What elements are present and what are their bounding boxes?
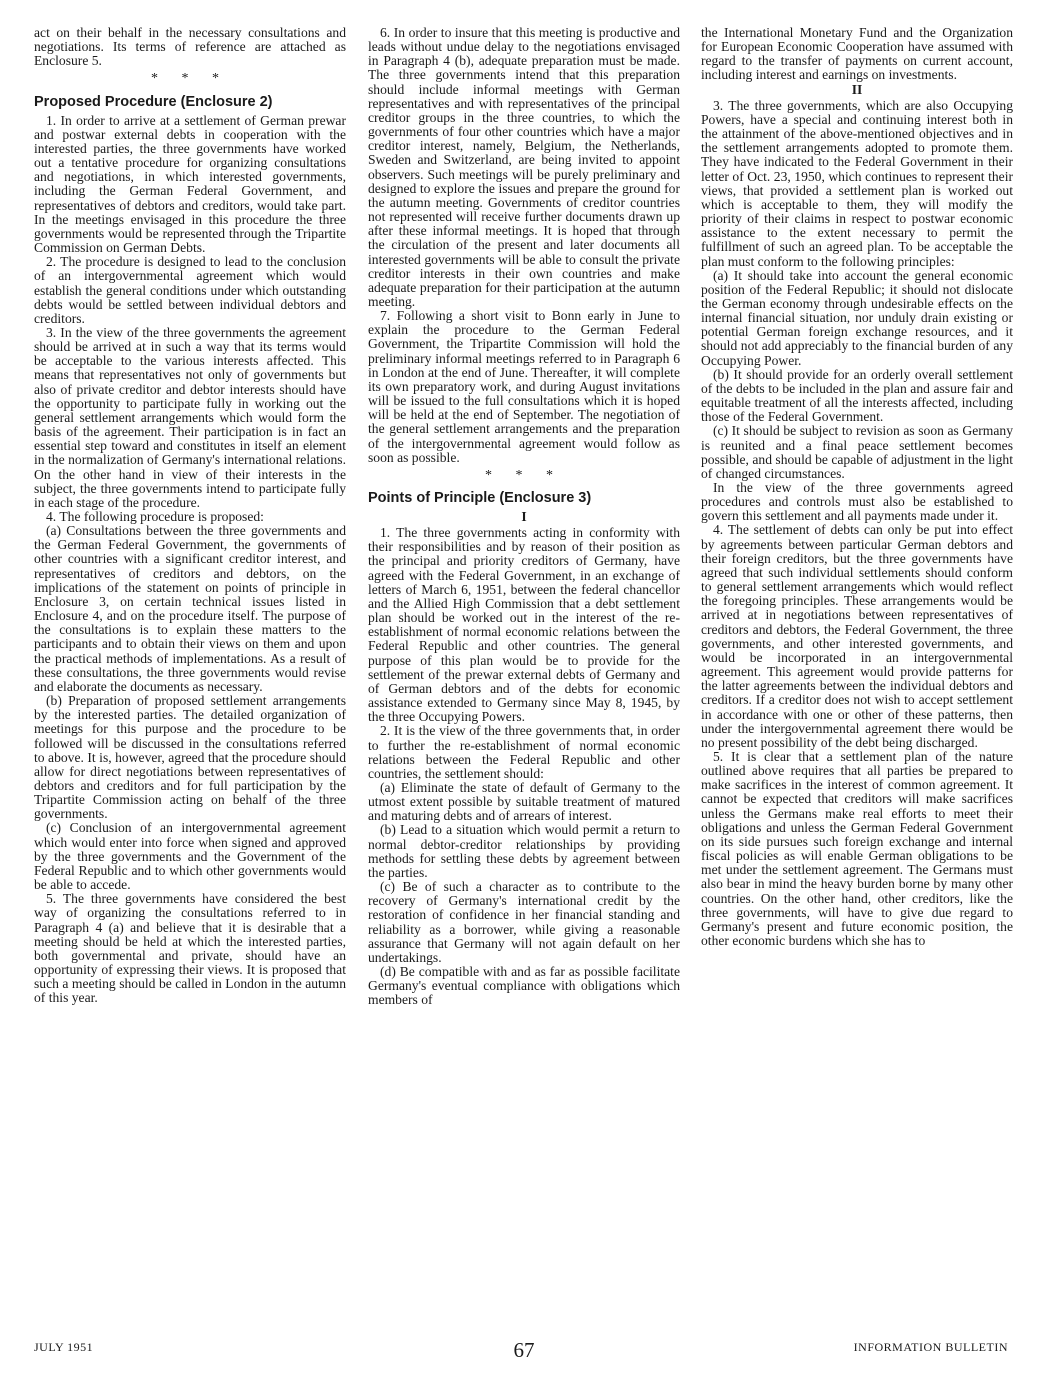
- paragraph: 3. The three governments, which are also Occupying Powers, have a special and continuing interest both in the attainment of the above-mentioned objectives and in the settlement arrangements adopted to promote them. They have indicated to the Federal Government in their letter of Oct. 23, 1950, which continues to represent their views, that provided a settlement plan is worked out which is acceptable to them, they will modify the priority of their claims in respect to postwar economic assistance to the extent necessary to permit the fulfillment of such an agreed plan. To be acceptable the plan must conform to the following principles:: [701, 97, 1013, 269]
- paragraph: (c) Be of such a character as to contribute to the recovery of Germany's international credit by the restoration of confidence in her financial standing and reliability as a borrower, while giving a reasonable assurance that Germany will not again default on her undertakings.: [368, 879, 680, 965]
- paragraph: 2. It is the view of the three governments that, in order to further the re-establishment of normal economic relations between the Federal Republic and other countries, the settlement should:: [368, 723, 680, 781]
- paragraph: 5. It is clear that a settlement plan of the nature outlined above requires that all parties be prepared to make sacrifices in the interest of common agreement. It cannot be expected that creditors will make sacrifices unless the Germans make real efforts to meet their obligations and unless the German Federal Government on its side pursues such foreign exchange and internal fiscal policies as will enable German obligations to be met under the settlement agreement. The Germans must also bear in mind the heavy burden borne by many other countries. On the other hand, other creditors, like the three governments, will have to give due regard to Germany's present and future economic position, the other economic burdens which she has to: [701, 748, 1013, 948]
- paragraph: (b) Lead to a situation which would permit a return to normal debtor-creditor relationships by providing methods for settling these debts by agreement between the parties.: [368, 822, 680, 880]
- paragraph: 2. The procedure is designed to lead to the conclusion of an intergovernmental agreement which would establish the general conditions under which outstanding debts would be settled between individual debtors and creditors.: [34, 254, 346, 326]
- paragraph: (a) Consultations between the three governments and the German Federal Government, the governments of other countries with a significant creditor interest, and representatives of creditors and debtors, on the implications of the statement on points of principle in Enclosure 3, on certain technical issues listed in Enclosure 4, and on the procedure itself. The purpose of the consultations is to explain these matters to the participants and to obtain their views on them and upon the practical methods of implementations. As a result of these consultations, the three governments would revise and elaborate the documents as necessary.: [34, 523, 346, 694]
- paragraph: In the view of the three governments agreed procedures and controls must also be established to govern this settlement and all payments made under it.: [701, 480, 1013, 524]
- paragraph: (b) It should provide for an orderly overall settlement of the debts to be included in the plan and assure fair and equitable treatment of all the interests affected, including those of the Federal Government.: [701, 366, 1013, 425]
- roman-numeral-heading: I: [521, 509, 527, 524]
- column-3: [701, 26, 1013, 948]
- paragraph: 7. Following a short visit to Bonn early in June to explain the procedure to the German Federal Government, the Tripartite Commission will hold the preliminary informal meetings referred to in Paragraph 6 in London at the end of June. Thereafter, it will complete its own preparatory work, and during August invitations will be issued to the full consultations which it is hoped will be held at the end of September. The negotiation of the general settlement arrangements and the preparation of the intergovernmental agreement would follow as soon as possible.: [368, 308, 680, 465]
- paragraph: 1. In order to arrive at a settlement of German prewar and postwar external debts in cooperation with the interested parties, the three governments have worked out a tentative procedure for organizing consultations and negotiations, in which interested governments, including the German Federal Government, and representatives of debtors and creditors, would take part. In the meetings envisaged in this procedure the three governments would be represented through the Tripartite Commission on German Debts.: [34, 112, 346, 256]
- column-1: [34, 26, 346, 1005]
- paragraph: 1. The three governments acting in conformity with their responsibilities and by reason of their position as the principal and priority creditors of Germany, have agreed with the Federal Government, in an exchange of letters of March 6, 1951, between the federal chancellor and the Allied High Commission that a debt settlement plan should be worked out in the interest of the re-establishment of normal economic relations between the Federal Republic and other countries. The general purpose of this plan would be to provide for the settlement of the prewar external debts of Germany and of German debtors and of the debts for economic assistance extended to Germany since May 8, 1945, by the three Occupying Powers.: [368, 525, 680, 725]
- paragraph: 4. The following procedure is proposed:: [46, 509, 264, 524]
- paragraph: 6. In order to insure that this meeting is productive and leads without undue delay to the negotiations envisaged in Paragraph 4 (b), adequate preparation must be made. The three governments intend that this preparation should include informal meetings with German representatives and with representatives of the principal creditor groups in the three countries, to which the governments of four other countries which have a major creditor interest, namely, Belgium, the Netherlands, Sweden and Switzerland, are being invited to appoint observers. Such meetings will be purely preliminary and designed to explore the issues and prepare the ground for the autumn meeting. Governments of creditor countries not represented will receive further documents drawn up after these informal meetings. It is hoped that through the circulation of the present and later documents all interested governments will be able to consult the private creditor interests in their own countries and make adequate preparation for their participation at the autumn meeting.: [368, 25, 680, 309]
- paragraph: (a) It should take into account the general economic position of the Federal Republic; it should not dislocate the German economy through undesirable effects on the internal financial situation, nor unduly drain existing or potential German foreign exchange resources, and it should not add appreciably to the financial burden of any Occupying Power.: [701, 267, 1013, 368]
- paragraph: 4. The settlement of debts can only be put into effect by agreements between particular German debtors and their foreign creditors, but the three governments have agreed that such individual settlements should conform to general settlement arrangements which would reflect the foregoing principles. These arrangements would be arrived at in negotiations between representatives of creditors and debtors, the Federal Government, the three governments, and other interested governments, and would be incorporated in an intergovernmental agreement. This agreement would provide patterns for the latter agreements between the individual debtors and creditors. If a creditor does not wish to accept settlement in accordance with one or other of these patterns, then under the intergovernmental agreement there would be no present possibility of the debt being discharged.: [701, 522, 1013, 750]
- footer-date: JULY 1951: [34, 1340, 94, 1354]
- section-divider: * * *: [485, 467, 563, 483]
- paragraph: (c) Conclusion of an intergovernmental agreement which would enter into force when signed and approved by the three governments and the Government of the Federal Republic and to which other governments would be able to accede.: [34, 820, 346, 893]
- section-heading: Proposed Procedure (Enclosure 2): [34, 93, 273, 110]
- publication-title: INFORMATION BULLETIN: [853, 1340, 1008, 1354]
- paragraph: 5. The three governments have considered the best way of organizing the consultations referred to in Paragraph 4 (a) and believe that it is desirable that a meeting should be held at which the interested parties, both governmental and private, should have an opportunity of expressing their views. It is proposed that such a meeting should be called in London in the autumn of this year.: [34, 891, 346, 1006]
- paragraph: (a) Eliminate the state of default of Germany to the utmost extent possible by suitable treatment of matured and maturing debts and of arrears of interest.: [368, 779, 680, 824]
- roman-numeral-heading: II: [851, 81, 863, 97]
- paragraph: (c) It should be subject to revision as soon as Germany is reunited and a final peace settlement becomes possible, and should be capable of adjustment in the light of changed circumstances.: [701, 423, 1013, 481]
- section-divider: * * *: [151, 71, 229, 87]
- page-number: 67: [513, 1338, 535, 1362]
- section-heading: Points of Principle (Enclosure 3): [368, 490, 592, 506]
- column-2: [368, 26, 680, 1007]
- paragraph: 3. In the view of the three governments the agreement should be arrived at in such a way that its terms would be acceptable to the various interests affected. This means that representatives not only of governments but also of private creditor and debtor interests should have the opportunity to participate fully in working out the general settlement arrangements which would form the basis of the agreement. Their participation is in fact an essential step toward and constitutes in itself an element in the normalization of Germany's international relations. On the other hand in view of their interests in the subject, the three governments intend to participate fully in each stage of the procedure.: [34, 324, 346, 510]
- paragraph: (d) Be compatible with and as far as possible facilitate Germany's eventual compliance with obligations which members of: [368, 964, 680, 1008]
- paragraph: the International Monetary Fund and the Organization for European Economic Cooperation have assumed with regard to the transfer of payments on current account, including interest and earnings on investments.: [701, 25, 1013, 83]
- paragraph: act on their behalf in the necessary consultations and negotiations. Its terms of reference are attached as Enclosure 5.: [34, 25, 346, 69]
- paragraph: (b) Preparation of proposed settlement arrangements by the interested parties. The detailed organization of meetings for this purpose and the procedure to be followed will be discussed in the consultations referred to above. It is, however, agreed that the procedure should allow for direct negotiations between representatives of debtors and creditors and for full participation by the Tripartite Commission acting on behalf of the three governments.: [34, 693, 346, 822]
